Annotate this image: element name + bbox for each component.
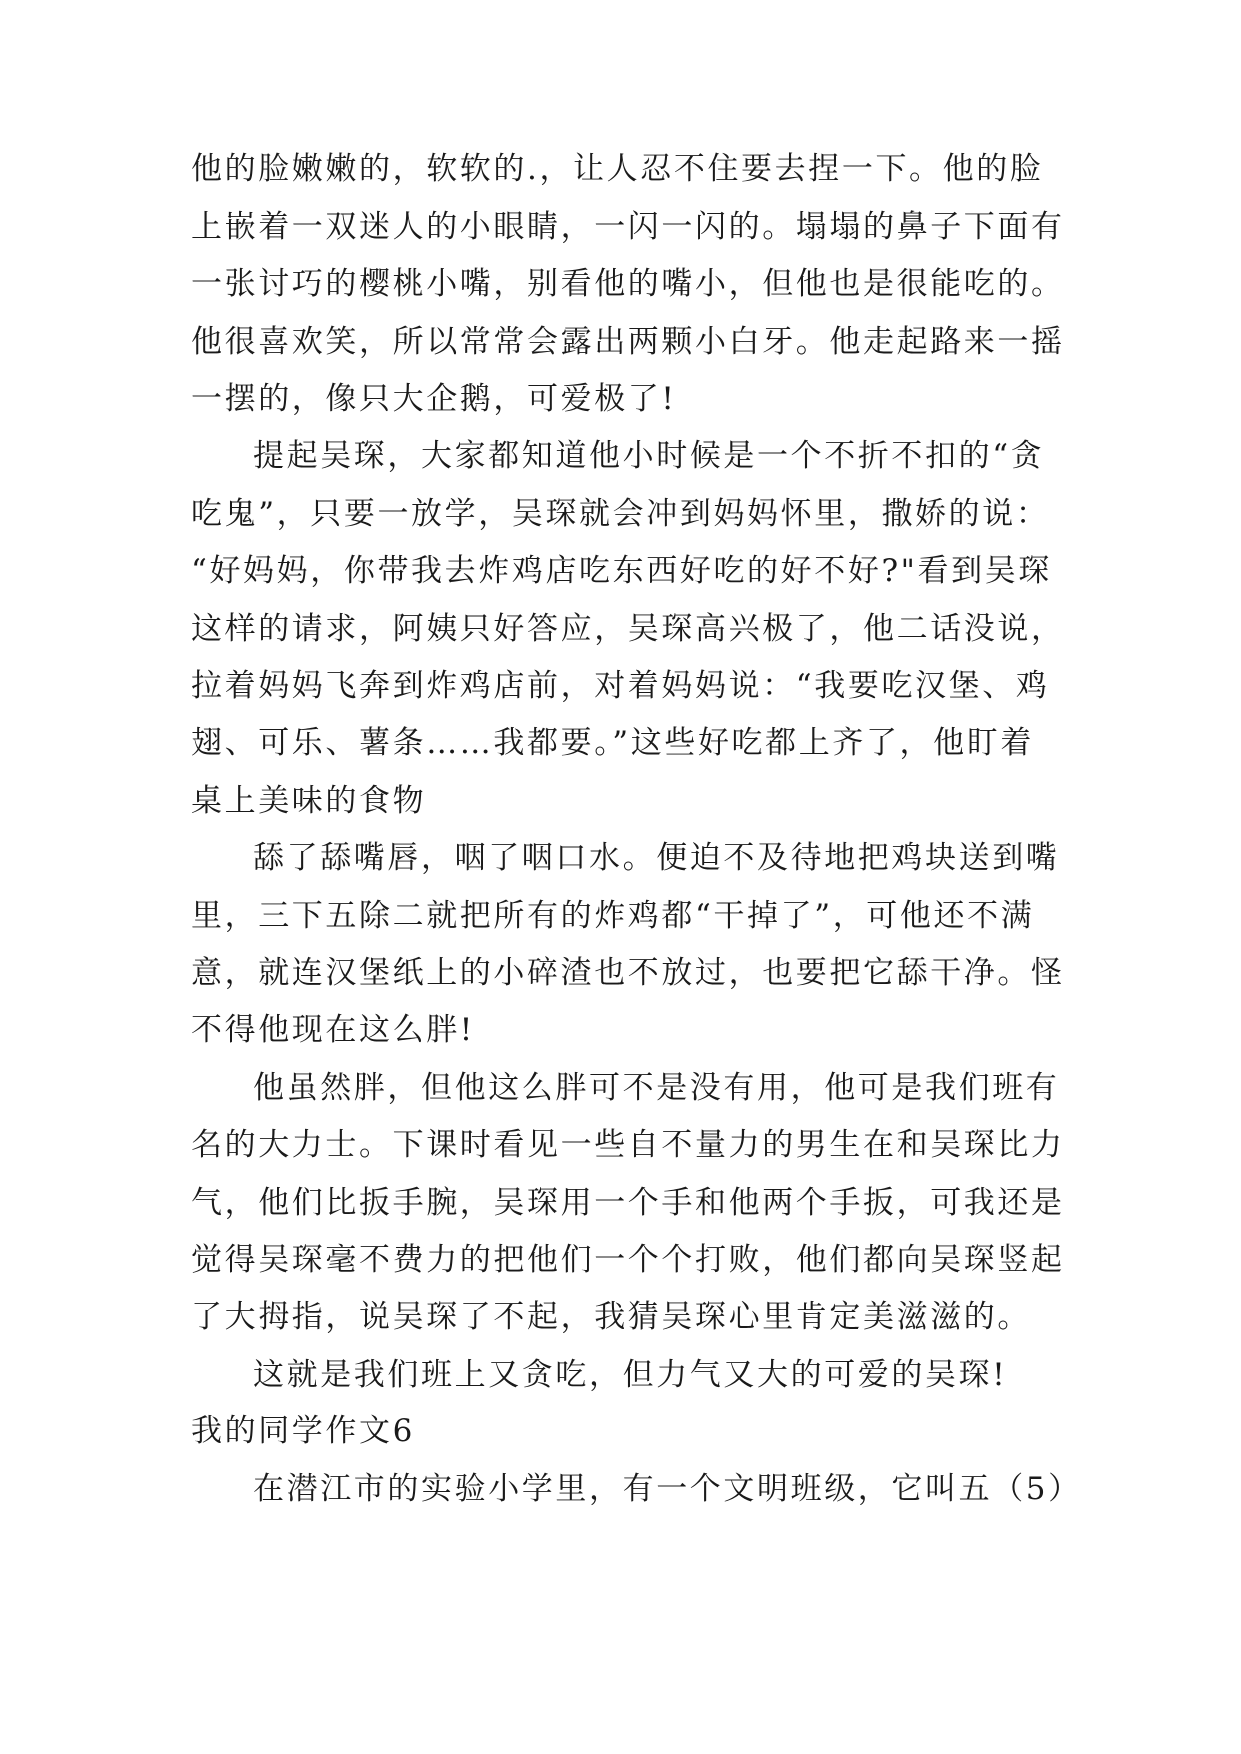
text-line: 他很喜欢笑，所以常常会露出两颗小白牙。他走起路来一摇 [191, 324, 1065, 360]
text-line: 这样的请求，阿姨只好答应，吴琛高兴极了，他二话没说， [191, 611, 1065, 647]
text-line: 里，三下五除二就把所有的炸鸡都“干掉了”，可他还不满 [191, 898, 1035, 934]
text-line: 一摆的，像只大企鹅，可爱极了! [191, 381, 677, 417]
text-line: 意，就连汉堡纸上的小碎渣也不放过，也要把它舔干净。怪 [191, 955, 1065, 991]
text-line: 桌上美味的食物 [191, 783, 427, 819]
text-line: 一张讨巧的樱桃小嘴，别看他的嘴小，但他也是很能吃的。 [191, 266, 1065, 302]
text-line: 觉得吴琛毫不费力的把他们一个个打败，他们都向吴琛竖起 [191, 1242, 1065, 1278]
text-line: 他的脸嫩嫩的，软软的.，让人忍不住要去捏一下。他的脸 [191, 151, 1044, 187]
text-line: 拉着妈妈飞奔到炸鸡店前，对着妈妈说：“我要吃汉堡、鸡 [191, 668, 1050, 704]
text-line: 名的大力士。下课时看见一些自不量力的男生在和吴琛比力 [191, 1127, 1065, 1163]
text-line: 不得他现在这么胖! [191, 1012, 475, 1048]
paragraph-first-line: 这就是我们班上又贪吃，但力气又大的可爱的吴琛! [253, 1357, 1008, 1393]
text-line: 了大拇指，说吴琛了不起，我猜吴琛心里肯定美滋滋的。 [191, 1299, 1031, 1335]
text-line: 吃鬼”，只要一放学，吴琛就会冲到妈妈怀里，撒娇的说： [191, 496, 1050, 532]
text-line: “好妈妈，你带我去炸鸡店吃东西好吃的好不好?"看到吴琛 [191, 553, 1052, 589]
section-heading: 我的同学作文6 [191, 1413, 415, 1449]
paragraph-first-line: 提起吴琛，大家都知道他小时候是一个不折不扣的“贪 [253, 438, 1045, 474]
paragraph-first-line: 舔了舔嘴唇，咽了咽口水。便迫不及待地把鸡块送到嘴 [253, 840, 1060, 876]
paragraph-first-line: 在潜江市的实验小学里，有一个文明班级，它叫五（5） [253, 1471, 1082, 1507]
text-line: 气，他们比扳手腕，吴琛用一个手和他两个手扳，可我还是 [191, 1185, 1065, 1221]
text-line: 翅、可乐、薯条……我都要。”这些好吃都上齐了，他盯着 [191, 725, 1034, 761]
paragraph-first-line: 他虽然胖，但他这么胖可不是没有用，他可是我们班有 [253, 1070, 1060, 1106]
text-line: 上嵌着一双迷人的小眼睛，一闪一闪的。塌塌的鼻子下面有 [191, 209, 1065, 245]
